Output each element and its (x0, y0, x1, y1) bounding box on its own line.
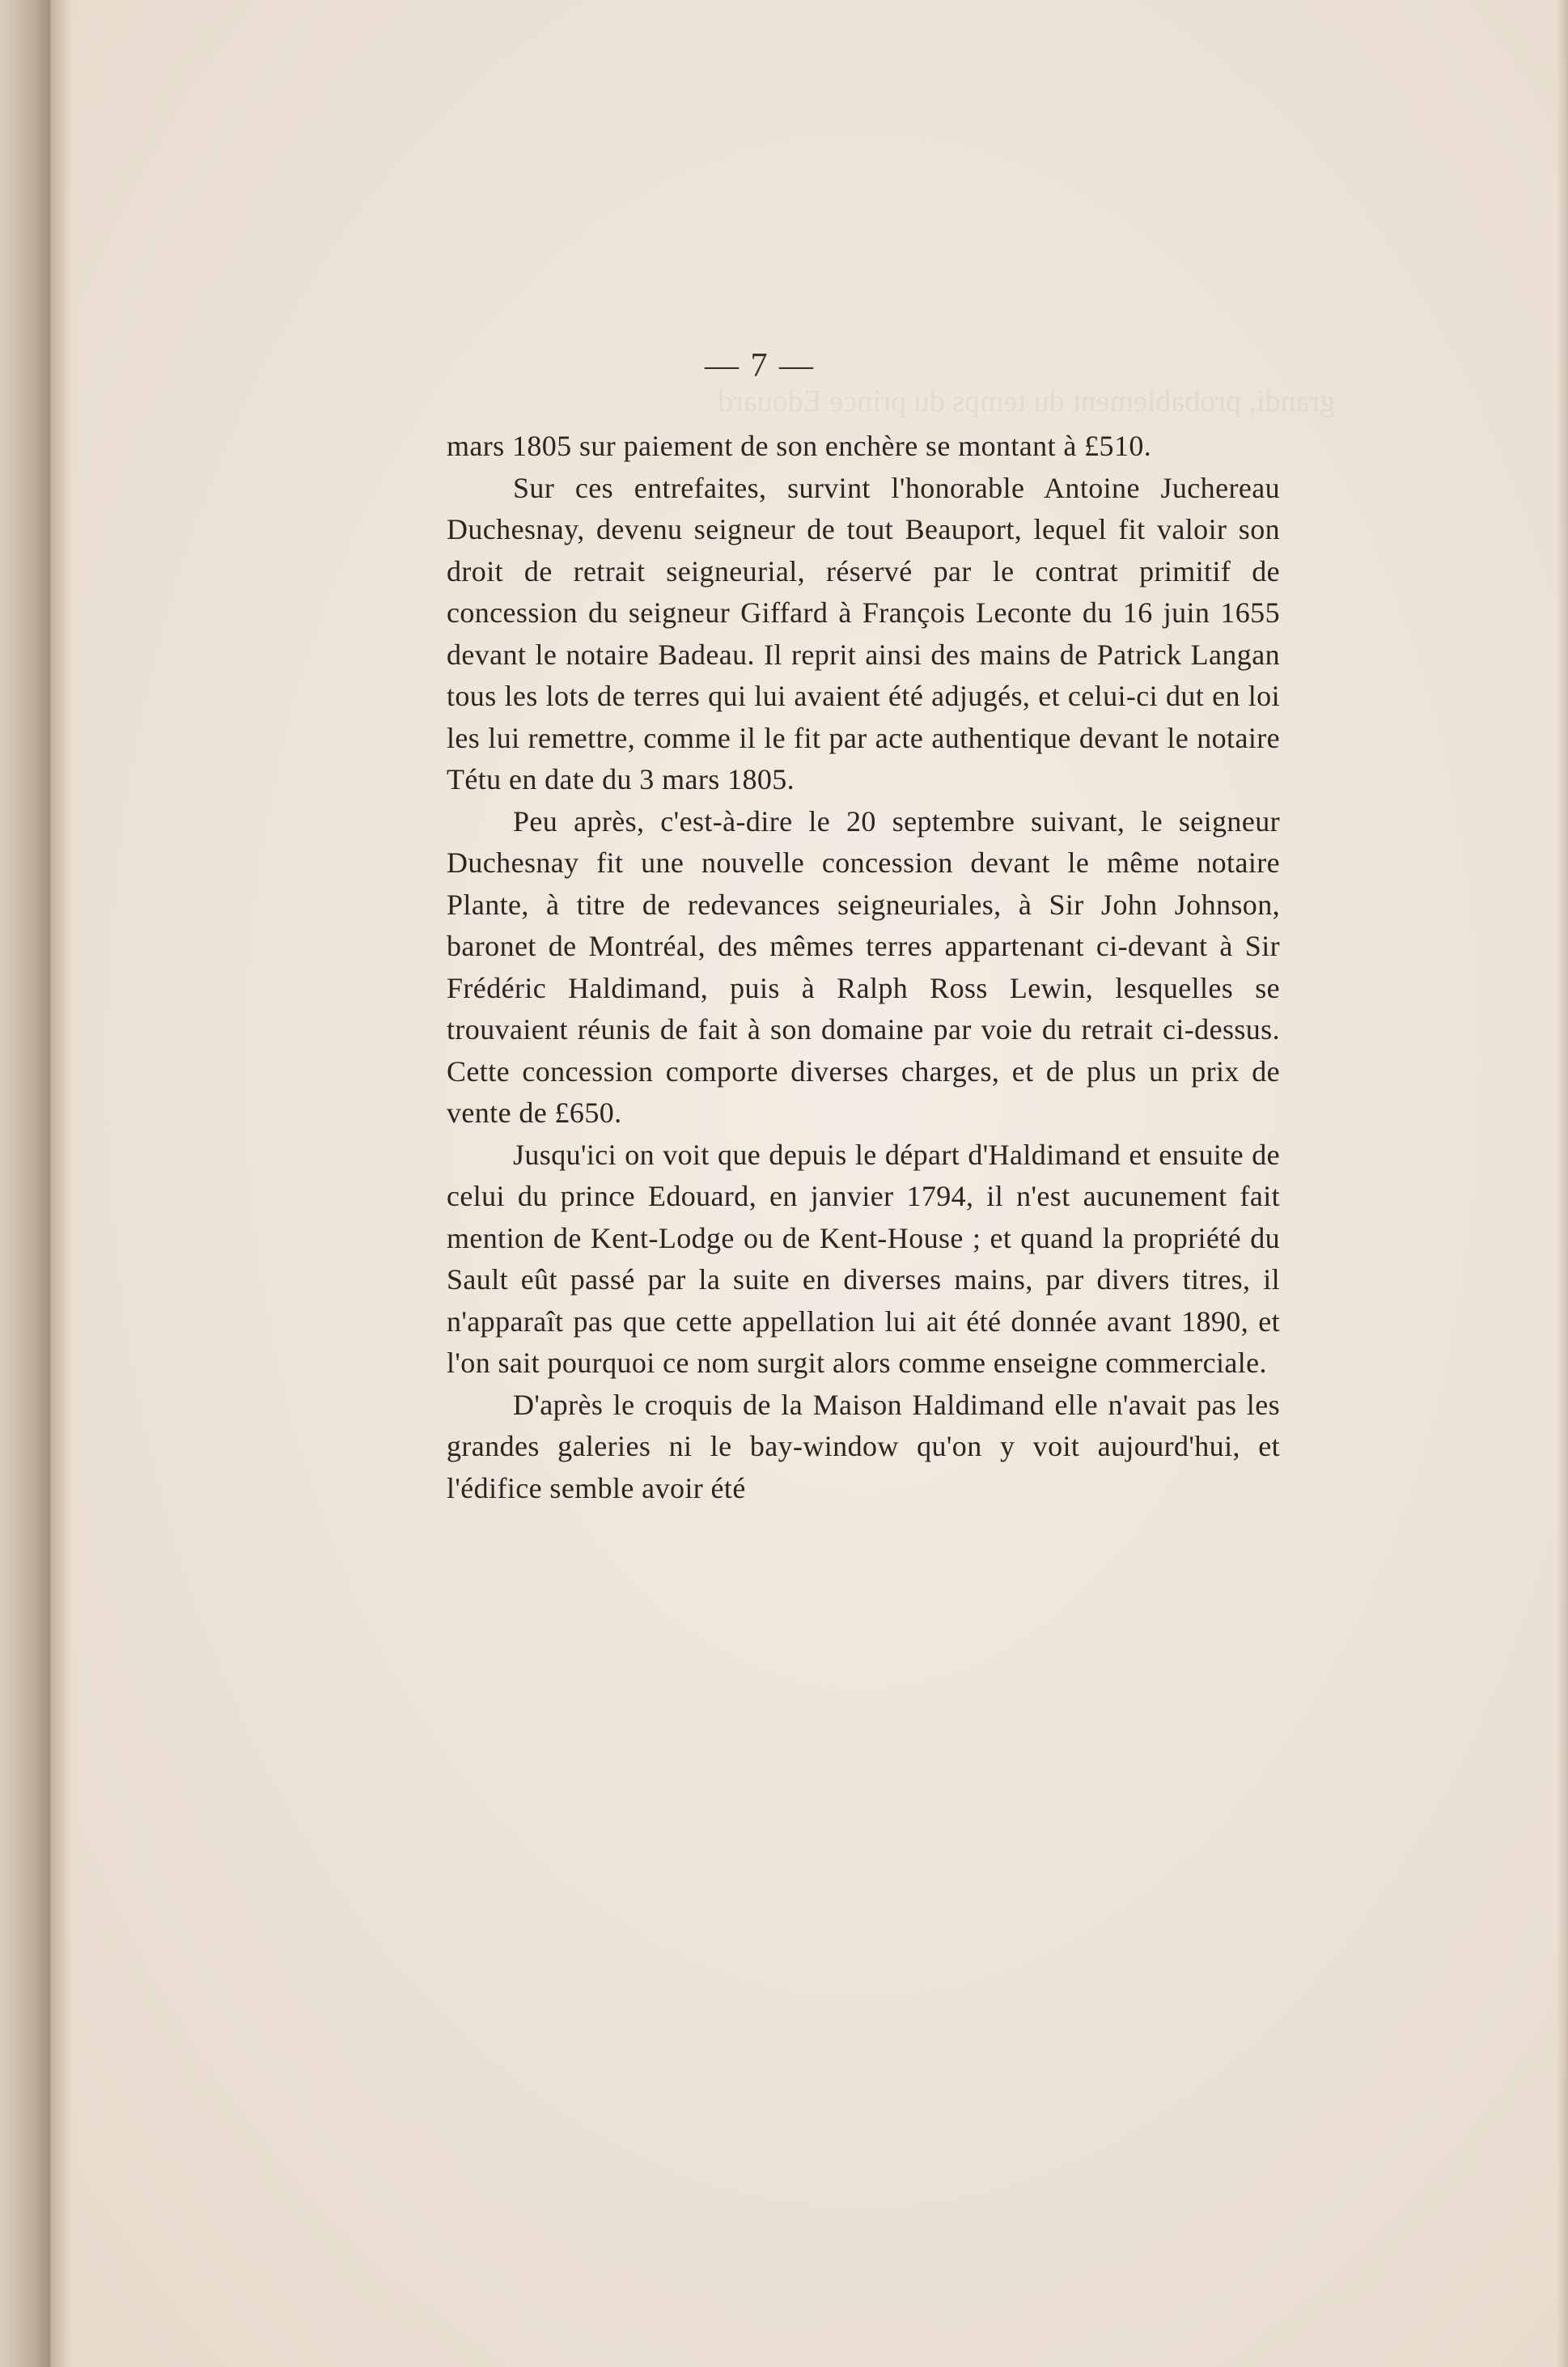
paragraph-4: Jusqu'ici on voit que depuis le départ d'Haldimand et ensuite de celui du prince Edouard, en janvier 1794, il n'est aucunement fait mention de Kent-Lodge ou de Kent-House ; et quand la propriété du Sault eût passé par la suite en diverses mains, par divers titres, il n'apparaît pas que cette appellation lui ait été donnée avant 1890, et l'on sait pourquoi ce nom surgit alors comme enseigne commerciale. (447, 1138, 1280, 1379)
page-number-text: — 7 — (705, 347, 815, 384)
paragraph-1: mars 1805 sur paiement de son enchère se montant à £510. (447, 430, 1152, 462)
page-number (0, 346, 1568, 385)
paragraph-2: Sur ces entrefaites, survint l'honorable Antoine Juchereau Duchesnay, devenu seigneur de tout Beauport, lequel fit valoir son droit de retrait seigneurial, réservé par le contrat primitif de concession du seigneur Giffard à François Leconte du 16 juin 1655 devant le notaire Badeau. Il reprit ainsi des mains de Patrick Langan tous les lots de terres qui lui avaient été adjugés, et celui-ci dut en loi les lui remettre, comme il le fit par acte authentique devant le notaire Tétu en date du 3 mars 1805. (447, 471, 1280, 795)
body-text (447, 426, 1280, 1509)
paragraph-3: Peu après, c'est-à-dire le 20 septembre suivant, le seigneur Duchesnay fit une nouvelle concession devant le même notaire Plante, à titre de redevances seigneuriales, à Sir John Johnson, baronet de Montréal, des mêmes terres appartenant ci-devant à Sir Frédéric Haldimand, puis à Ralph Ross Lewin, lesquelles se trouvaient réunis de fait à son domaine par voie du retrait ci-dessus. Cette concession comporte diverses charges, et de plus un prix de vente de £650. (447, 804, 1280, 1129)
paragraph-5: D'après le croquis de la Maison Haldimand elle n'avait pas les grandes galeries ni le bay-window qu'on y voit aujourd'hui, et l'édifice semble avoir été (447, 1388, 1280, 1504)
bleed-through-text: grandi, probablement du temps du prince Edouard (718, 384, 1335, 418)
